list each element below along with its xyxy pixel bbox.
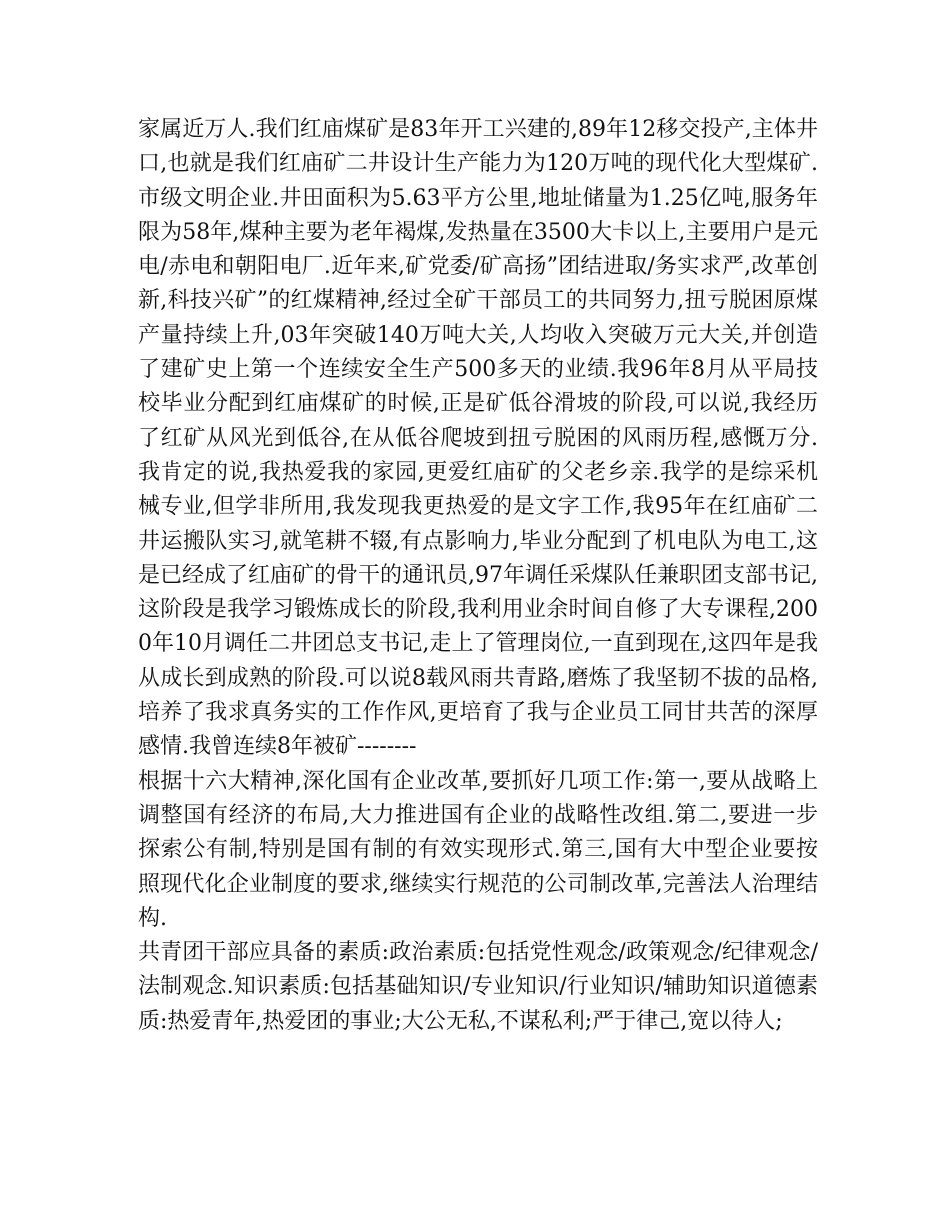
document-body bbox=[138, 113, 818, 1039]
paragraph-soe-reform: 根据十六大精神,深化国有企业改革,要抓好几项工作:第一,要从战略上调整国有经济的布局,大力推进国有企业的战略性改组.第二,要进一步探索公有制,特别是国有制的有效实现形式.第三,国有大中型企业要按照现代化企业制度的要求,继续实行规范的公司制改革,完善法人治理结构. bbox=[138, 768, 818, 931]
paragraph-mine-history: 家属近万人.我们红庙煤矿是83年开工兴建的,89年12移交投产,主体井口,也就是我们红庙矿二井设计生产能力为120万吨的现代化大型煤矿.市级文明企业.井田面积为5.63平方公里,地址储量为1.25亿吨,服务年限为58年,煤种主要为老年褐煤,发热量在3500大卡以上,主要用户是元电/赤电和朝阳电厂.近年来,矿党委/矿高扬”团结进取/务实求严,改革创新,科技兴矿”的红煤精神,经过全矿干部员工的共同努力,扭亏脱困原煤产量持续上升,03年突破140万吨大关,人均收入突破万元大关,并创造了建矿史上第一个连续安全生产500多天的业绩.我96年8月从平局技校毕业分配到红庙煤矿的时候,正是矿低谷滑坡的阶段,可以说,我经历了红矿从风光到低谷,在从低谷爬坡到扭亏脱困的风雨历程,感慨万分.我肯定的说,我热爱我的家园,更爱红庙矿的父老乡亲.我学的是综采机械专业,但学非所用,我发现我更热爱的是文字工作,我95年在红庙矿二井运搬队实习,就笔耕不辍,有点影响力,毕业分配到了机电队为电工,这是已经成了红庙矿的骨干的通讯员,97年调任采煤队任兼职团支部书记,这阶段是我学习锻炼成长的阶段,我利用业余时间自修了大专课程,2000年10月调任二井团总支书记,走上了管理岗位,一直到现在,这四年是我从成长到成熟的阶段.可以说8载风雨共青路,磨炼了我坚韧不拔的品格,培养了我求真务实的工作作风,更培育了我与企业员工同甘共苦的深厚感情.我曾连续8年被矿-------- bbox=[138, 117, 818, 760]
paragraph-league-cadre-qualities: 共青团干部应具备的素质:政治素质:包括党性观念/政策观念/纪律观念/法制观念.知识素质:包括基础知识/专业知识/行业知识/辅助知识道德素质:热爱青年,热爱团的事业;大公无私,不谋私利;严于律己,宽以待人; bbox=[138, 940, 818, 1034]
